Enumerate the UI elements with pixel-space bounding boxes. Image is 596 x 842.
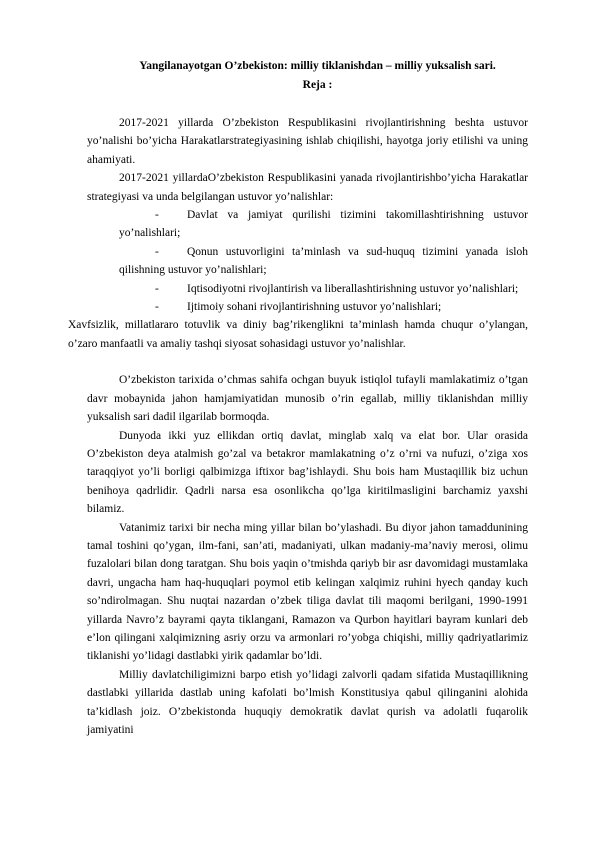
priority-item: - Ijtimoiy sohani rivojlantirishning ustuvor yo’nalishlari; (119, 298, 528, 316)
body-paragraph-1: O’zbekiston tarixida o’chmas sahifa ochgan buyuk istiqlol tufayli mamlakatimiz o’tgan davr mobaynida jahon hamjamiyatidan munosib o’rin egallab, milliy tiklanishdan milliy yuksalish sari dadil ilgarilab bormoqda. (87, 374, 528, 424)
priority-list (87, 206, 528, 316)
dash-marker: - (155, 301, 159, 314)
body-paragraph-2: Dunyoda ikki yuz ellikdan ortiq davlat, minglab xalq va elat bor. Ular orasida O’zbekiston deya atalmish go’zal va betakror mamlakatning o’z o’rni va nufuzi, o’ziga xos taraqqiyot yo’li borligi qalbimizga iftixor bag’ishlaydi. Shu bois ham Mustaqillik biz uchun benihoya qadrlidir. Qadrli narsa esa osonlikcha qo’lga kiritilmasligini barchamiz yaxshi bilamiz. (87, 429, 528, 516)
dash-marker: - (155, 245, 159, 258)
intro-paragraph-1: 2017-2021 yillarda O’zbekiston Respublikasini rivojlantirishning beshta ustuvor yo’nalishi bo’yicha Harakatlarstrategiyasining ishlab chiqilishi, hayotga joriy etilishi va uning ahamiyati. (87, 117, 528, 166)
closing-priority-item: Xavfsizlik, millatlararo totuvlik va diniy bag’rikenglikni ta’minlash hamda chuqur o’ylangan, o’zaro manfaatli va amaliy tashqi siyosat sohasidagi ustuvor yo’nalishlar. (68, 319, 528, 350)
document-title: Yangilanayotgan O’zbekiston: milliy tiklanishdan – milliy yuksalish sari. (139, 60, 496, 72)
body-paragraph-4: Milliy davlatchiligimizni barpo etish yo’lidagi zalvorli qadam sifatida Mustaqillikning dastlabki yillarida dastlab uning kafolati bo’lmish Konstitusiya qabul qilinganini alohida ta’kidlash joiz. O’zbekistonda huquqiy demokratik davlat qurish va adolatli fuqarolik jamiyatini (87, 668, 528, 736)
priority-item: - Qonun ustuvorligini ta’minlash va sud-huquq tizimini yanada isloh qilishning ustuvor yo’nalishlari; (119, 243, 528, 280)
body-paragraph-3: Vatanimiz tarixi bir necha ming yillar bilan bo’ylashadi. Bu diyor jahon tamaddunining tamal toshini qo’ygan, ilm-fani, san’ati, madaniyati, ulkan madaniy-ma’naviy merosi, olimu fuzalolari bilan dong taratgan. Shu bois yaqin o’tmishda qariyb bir asr davomidagi mustamlaka davri, ungacha ham haq-huquqlari poymol etib kelingan xalqimiz ruhini hyech qanday kuch so’ndirolmagan. Shu nuqtai nazardan o’zbek tiliga davlat tili maqomi berilgani, 1990-1991 yillarda Navro’z bayrami qayta tiklangani, Ramazon va Qurbon hayitlari bayram kunlari deb e’lon qilingani xalqimizning asriy orzu va armonlari ro’yobga chiqishi, milliy qadriyatlarimiz tiklanishi yo’lidagi dastlabki yirik qadamlar bo’ldi. (87, 521, 528, 663)
priority-item: - Iqtisodiyotni rivojlantirish va liberallashtirishning ustuvor yo’nalishlari; (119, 280, 528, 298)
intro-paragraph-2: 2017-2021 yillardaO’zbekiston Respublikasini yanada rivojlantirishbo’yicha Harakatlar strategiyasi va unda belgilangan ustuvor yo’nalishlar: (87, 172, 528, 203)
plan-heading: Reja : (302, 79, 333, 91)
paragraph-gap (87, 353, 528, 371)
document-body (68, 114, 528, 739)
priority-item: - Davlat va jamiyat qurilishi tizimini takomillashtirishning ustuvor yo’nalishlari; (119, 206, 528, 243)
dash-marker: - (155, 209, 159, 222)
dash-marker: - (155, 282, 159, 295)
